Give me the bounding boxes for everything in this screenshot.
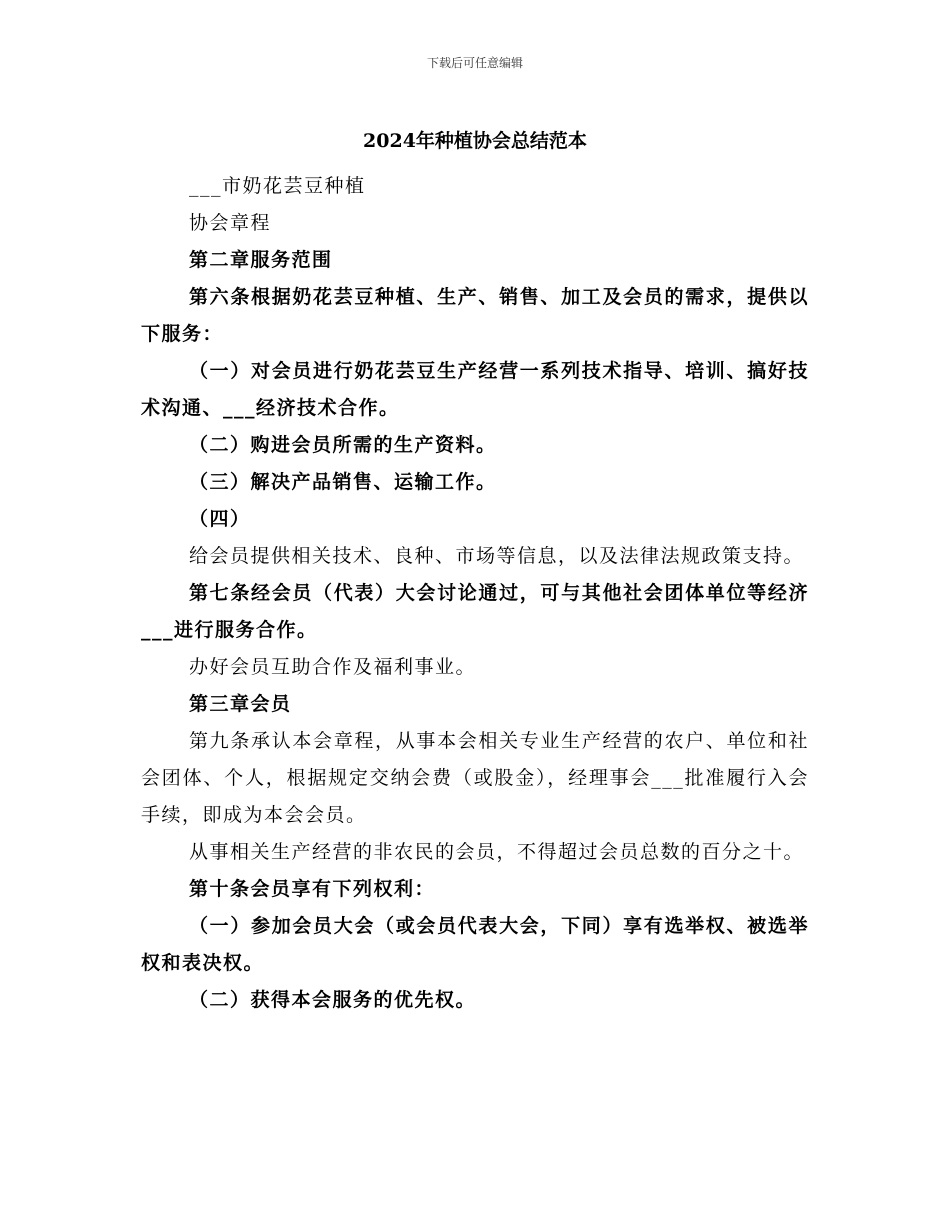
paragraph: （一）对会员进行奶花芸豆生产经营一系列技术指导、培训、搞好技术沟通、___经济技术合作。: [141, 360, 809, 419]
paragraph: 第十条会员享有下列权利：: [189, 878, 436, 900]
paragraph: 从事相关生产经营的非农民的会员，不得超过会员总数的百分之十。: [189, 841, 805, 863]
paragraph: （四）: [189, 508, 251, 530]
page-header-note: 下载后可任意编辑: [426, 56, 523, 70]
paragraph: （一）参加会员大会（或会员代表大会，下同）享有选举权、被选举权和表决权。: [141, 915, 809, 974]
paragraph: 第三章会员: [189, 693, 292, 715]
paragraph: 第二章服务范围: [189, 249, 333, 271]
paragraph: （二）获得本会服务的优先权。: [189, 989, 477, 1011]
paragraph: 第六条根据奶花芸豆种植、生产、销售、加工及会员的需求，提供以下服务：: [141, 286, 809, 345]
document-title: 2024年种植协会总结范本: [363, 130, 587, 152]
paragraph: 给会员提供相关技术、良种、市场等信息，以及法律法规政策支持。: [189, 545, 805, 567]
paragraph: 第九条承认本会章程，从事本会相关专业生产经营的农户、单位和社会团体、个人，根据规定交纳会费（或股金），经理事会___批准履行入会手续，即成为本会会员。: [141, 730, 809, 826]
paragraph: （二）购进会员所需的生产资料。: [189, 434, 497, 456]
paragraph: 办好会员互助合作及福利事业。: [189, 656, 477, 678]
paragraph: ___市奶花芸豆种植: [189, 175, 366, 197]
paragraph: （三）解决产品销售、运输工作。: [189, 471, 497, 493]
document-body: [141, 168, 809, 1019]
paragraph: 协会章程: [189, 212, 272, 234]
paragraph: 第七条经会员（代表）大会讨论通过，可与其他社会团体单位等经济___进行服务合作。: [141, 582, 809, 641]
